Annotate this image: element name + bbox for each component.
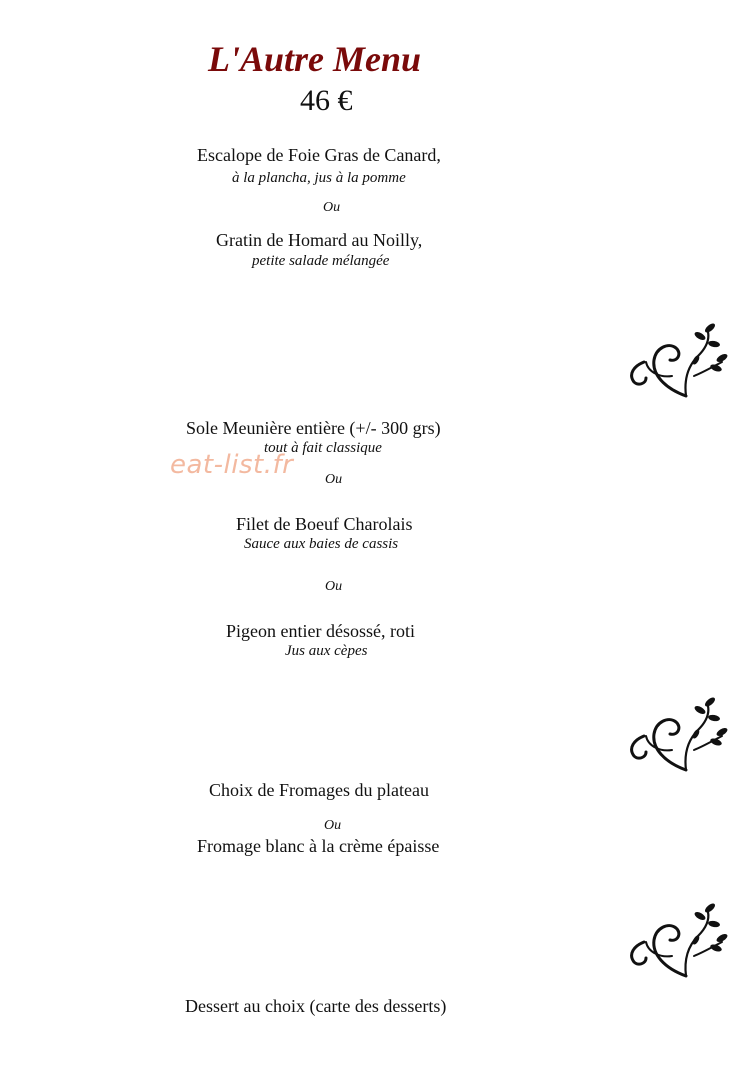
or-separator: Ou [324, 818, 342, 833]
dish-pigeon-desc: Jus aux cèpes [285, 643, 368, 659]
or-separator: Ou [325, 472, 343, 487]
floral-ornament-icon [624, 690, 728, 774]
page-title: L'Autre Menu [208, 39, 422, 79]
floral-ornament-icon [624, 896, 728, 980]
menu-price: 46 € [300, 84, 353, 117]
dish-boeuf-desc: Sauce aux baies de cassis [244, 536, 399, 552]
or-separator: Ou [323, 200, 341, 215]
dish-boeuf: Filet de Boeuf Charolais [236, 514, 413, 534]
or-separator: Ou [325, 579, 343, 594]
dish-sole: Sole Meunière entière (+/- 300 grs) [186, 418, 441, 438]
dish-dessert: Dessert au choix (carte des desserts) [185, 996, 447, 1016]
floral-ornament-icon [624, 316, 728, 400]
dish-fromages: Choix de Fromages du plateau [209, 780, 429, 800]
dish-foie-gras-desc: à la plancha, jus à la pomme [232, 170, 406, 186]
dish-homard: Gratin de Homard au Noilly, [216, 230, 423, 250]
watermark-text: eat-list.fr [170, 450, 294, 480]
dish-sole-desc: tout à fait classique [264, 440, 382, 456]
dish-fromage-blanc: Fromage blanc à la crème épaisse [197, 836, 440, 856]
dish-homard-desc: petite salade mélangée [252, 253, 390, 269]
dish-pigeon: Pigeon entier désossé, roti [226, 621, 415, 641]
dish-foie-gras: Escalope de Foie Gras de Canard, [197, 145, 441, 165]
